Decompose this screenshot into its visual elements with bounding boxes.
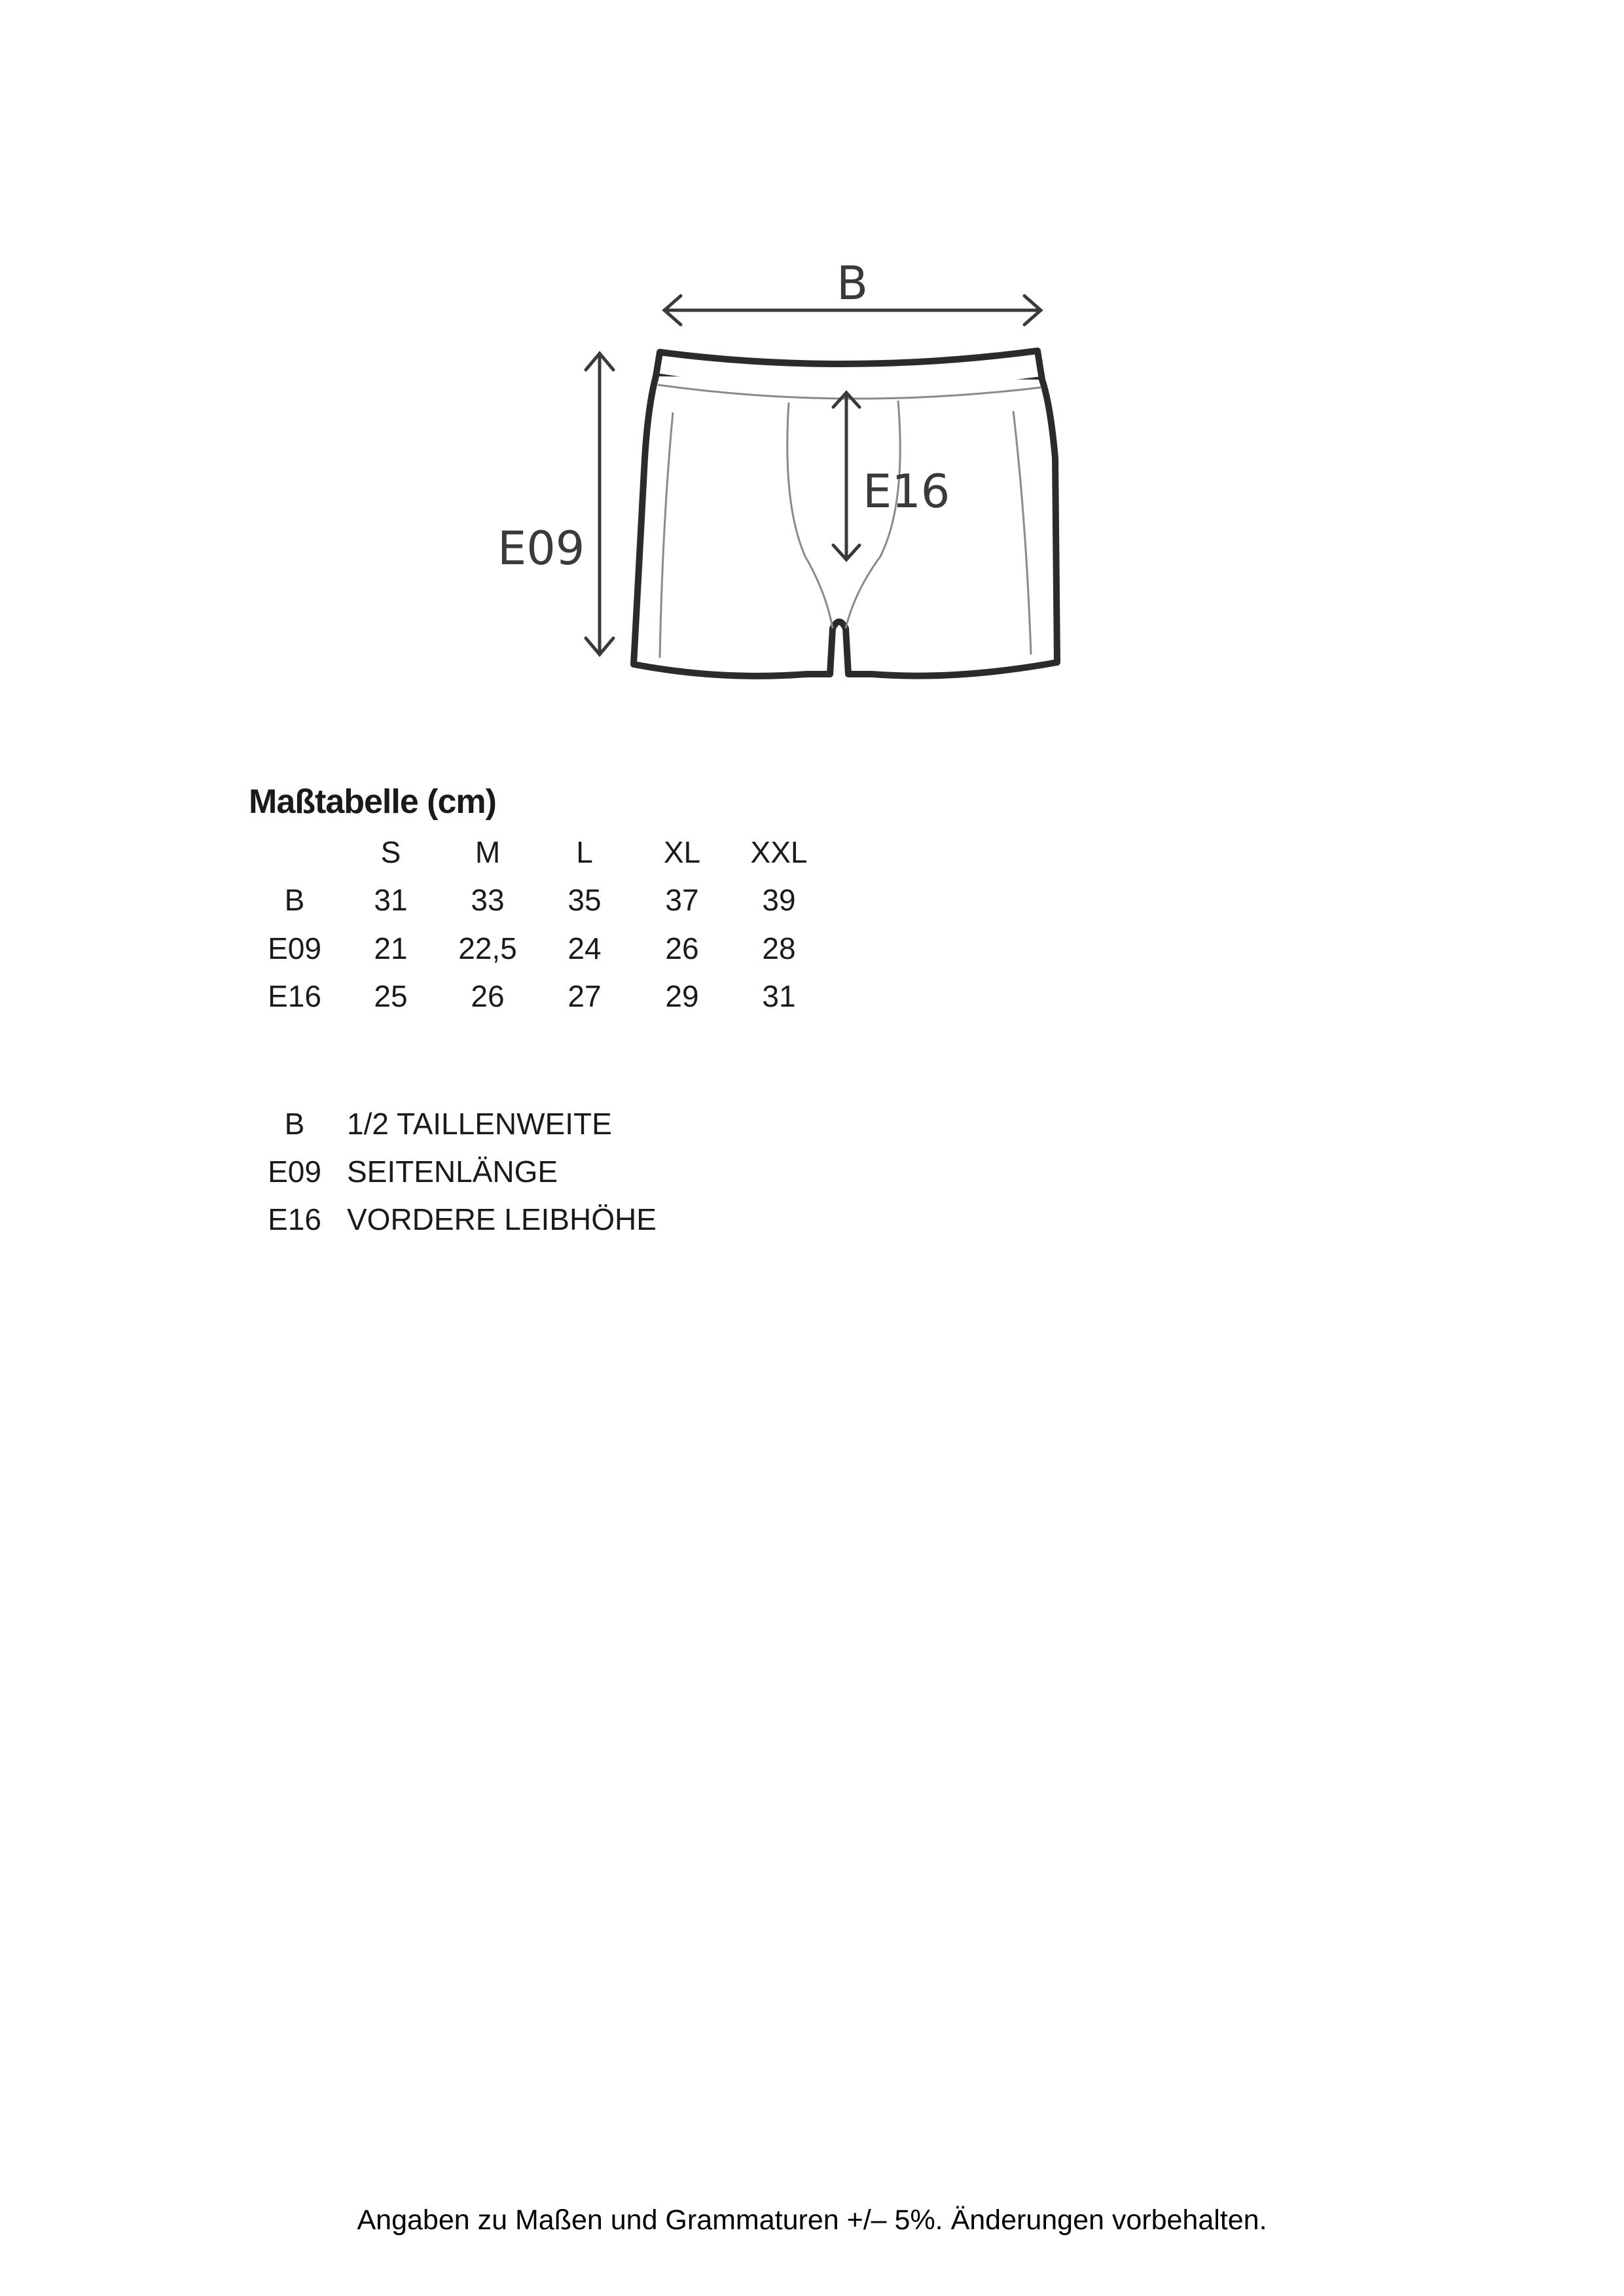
- e09-dimension-label: E09: [497, 522, 585, 575]
- legend-code: E16: [268, 1202, 321, 1236]
- legend-description: VORDERE LEIBHÖHE: [347, 1202, 657, 1236]
- table-cell: 25: [374, 979, 408, 1013]
- table-cell: 33: [471, 883, 505, 917]
- table-cell: 35: [568, 883, 602, 917]
- footer-disclaimer: Angaben zu Maßen und Grammaturen +/– 5%. Änderungen vorbehalten.: [357, 2204, 1267, 2236]
- b-dimension-label: B: [837, 257, 869, 310]
- legend-code: E09: [268, 1155, 321, 1189]
- table-cell: 26: [471, 979, 505, 1013]
- table-cell: 22,5: [458, 931, 517, 965]
- row-code-e09: E09: [268, 931, 321, 965]
- row-code-b: B: [284, 883, 305, 917]
- size-header-xl: XL: [663, 835, 701, 869]
- legend-description: 1/2 TAILLENWEITE: [347, 1107, 612, 1141]
- boxer-shorts-measurement-diagram: [0, 0, 1624, 785]
- size-header-xxl: XXL: [750, 835, 808, 869]
- row-code-e16: E16: [268, 979, 321, 1013]
- table-cell: 27: [568, 979, 602, 1013]
- legend-description: SEITENLÄNGE: [347, 1155, 558, 1189]
- table-cell: 37: [665, 883, 699, 917]
- legend-code: B: [284, 1107, 305, 1141]
- table-cell: 21: [374, 931, 408, 965]
- table-cell: 26: [665, 931, 699, 965]
- size-header-s: S: [380, 835, 401, 869]
- size-header-m: M: [475, 835, 501, 869]
- table-cell: 28: [762, 931, 796, 965]
- e16-dimension-label: E16: [863, 465, 950, 518]
- table-cell: 31: [374, 883, 408, 917]
- table-cell: 24: [568, 931, 602, 965]
- size-table-title: Maßtabelle (cm): [249, 783, 496, 821]
- size-header-l: L: [576, 835, 593, 869]
- table-cell: 29: [665, 979, 699, 1013]
- table-cell: 31: [762, 979, 796, 1013]
- table-cell: 39: [762, 883, 796, 917]
- e09-dimension-arrow: [586, 353, 613, 655]
